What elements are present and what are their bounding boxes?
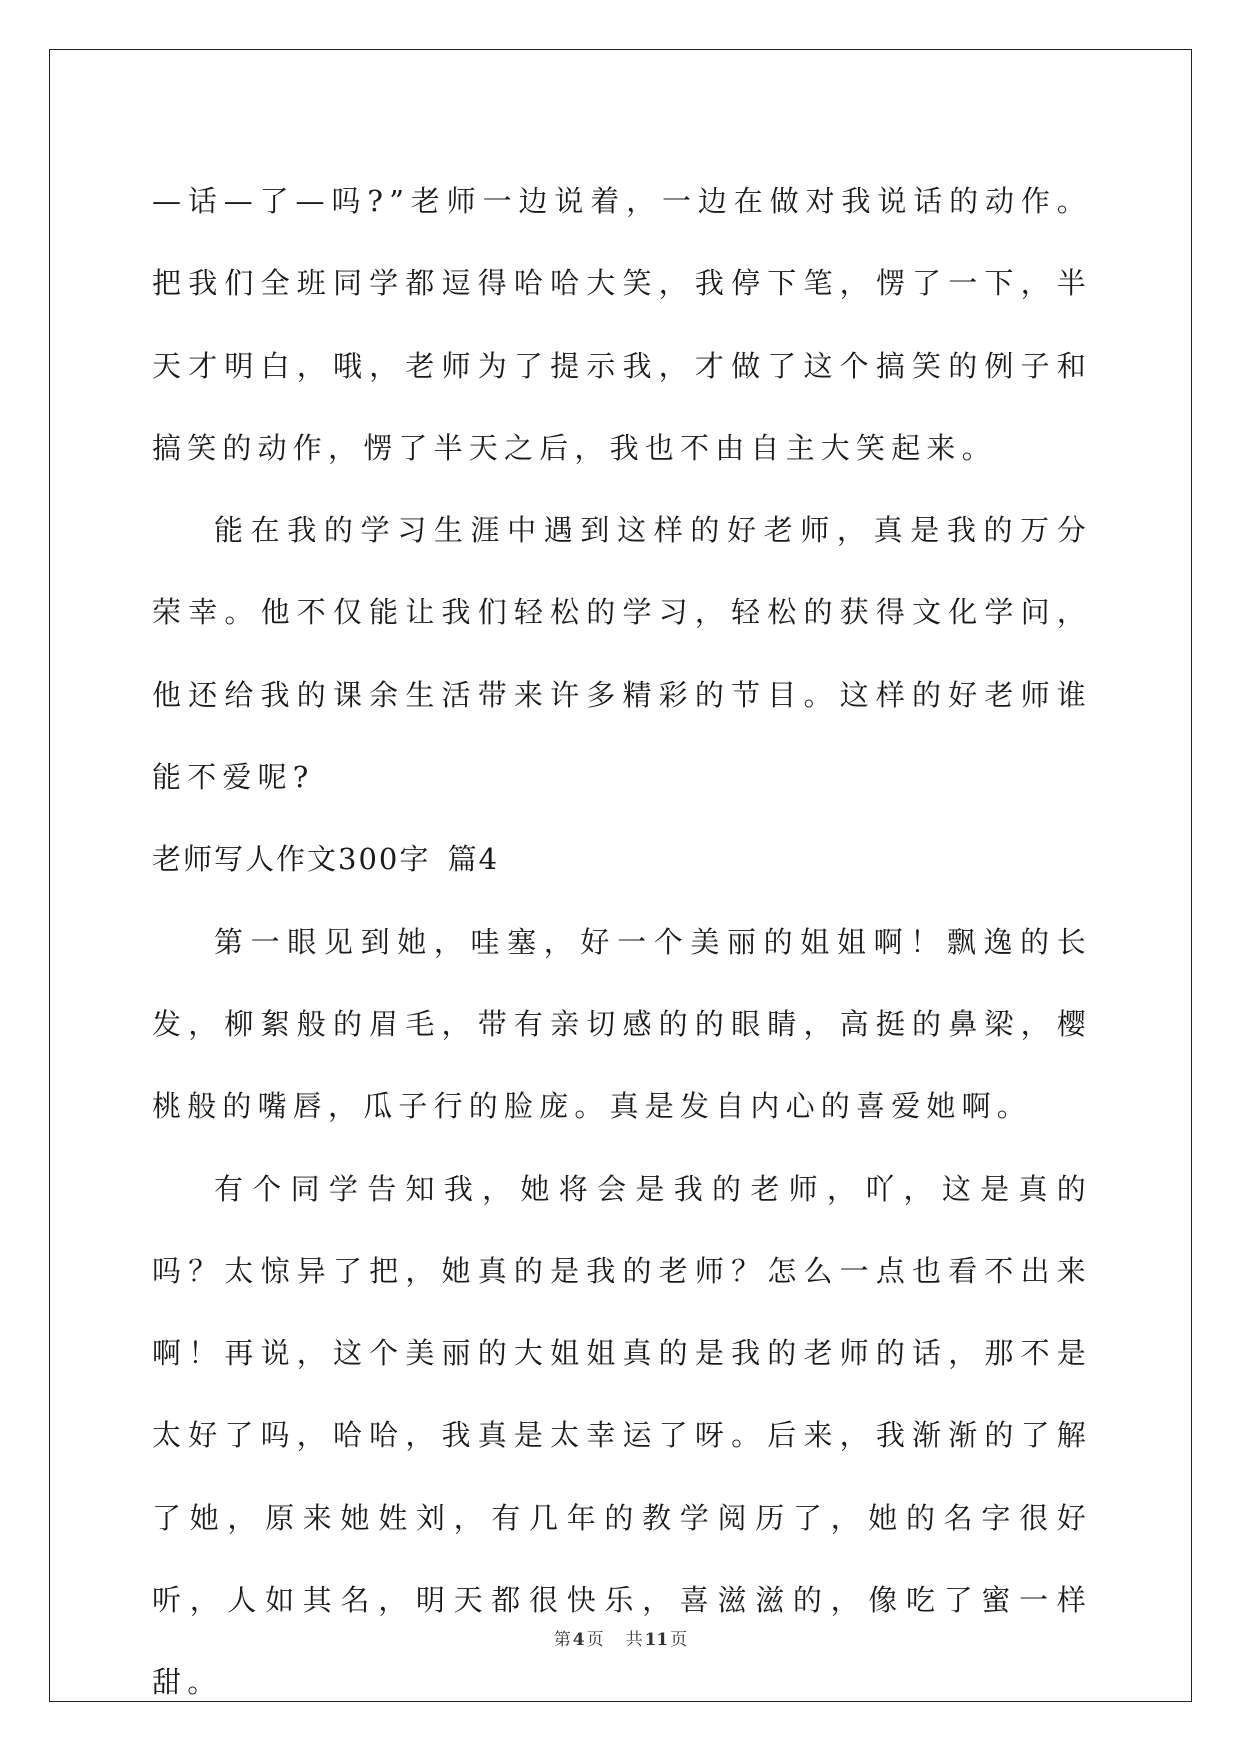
paragraph-learned-teacher: 有个同学告知我，她将会是我的老师，吖，这是真的吗？太惊异了把，她真的是我的老师？怎么一点也看不出来啊！再说，这个美丽的大姐姐真的是我的老师的话，那不是太好了吗，哈哈，我真是太幸运了呀。后来，我渐渐的了解了她，原来她姓刘，有几年的教学阅历了，她的名字很好听，人如其名，明天都很快乐，喜滋滋的，像吃了蜜一样甜。 [152, 1171, 1092, 1700]
page-suffix: 页 [586, 1630, 604, 1650]
section-heading: 老师写人作文300字 篇4 [152, 842, 500, 877]
total-prefix: 共 [625, 1630, 643, 1650]
paragraph-closing: 能在我的学习生涯中遇到这样的好老师，真是我的万分荣幸。他不仅能让我们轻松的学习，轻松的获得文化学问，他还给我的课余生活带来许多精彩的节目。这样的好老师谁能不爱呢? [152, 513, 1092, 795]
total-suffix: 页 [670, 1630, 688, 1650]
total-pages: 11 [644, 1630, 669, 1650]
paragraph-continuation: —话—了—吗?”老师一边说着，一边在做对我说话的动作。把我们全班同学都逗得哈哈大笑，我停下笔，愣了一下，半天才明白，哦，老师为了提示我，才做了这个搞笑的例子和搞笑的动作，愣了半天之后，我也不由自主大笑起来。 [152, 184, 1092, 465]
page-number: 4 [572, 1630, 585, 1650]
page-footer [0, 1625, 1241, 1650]
paragraph-first-impression: 第一眼见到她，哇塞，好一个美丽的姐姐啊！飘逸的长发，柳絮般的眉毛，带有亲切感的的眼睛，高挺的鼻梁，樱桃般的嘴唇，瓜子行的脸庞。真是发自内心的喜爱她啊。 [152, 924, 1092, 1124]
page-prefix: 第 [553, 1630, 571, 1650]
document-body [152, 160, 1092, 1724]
